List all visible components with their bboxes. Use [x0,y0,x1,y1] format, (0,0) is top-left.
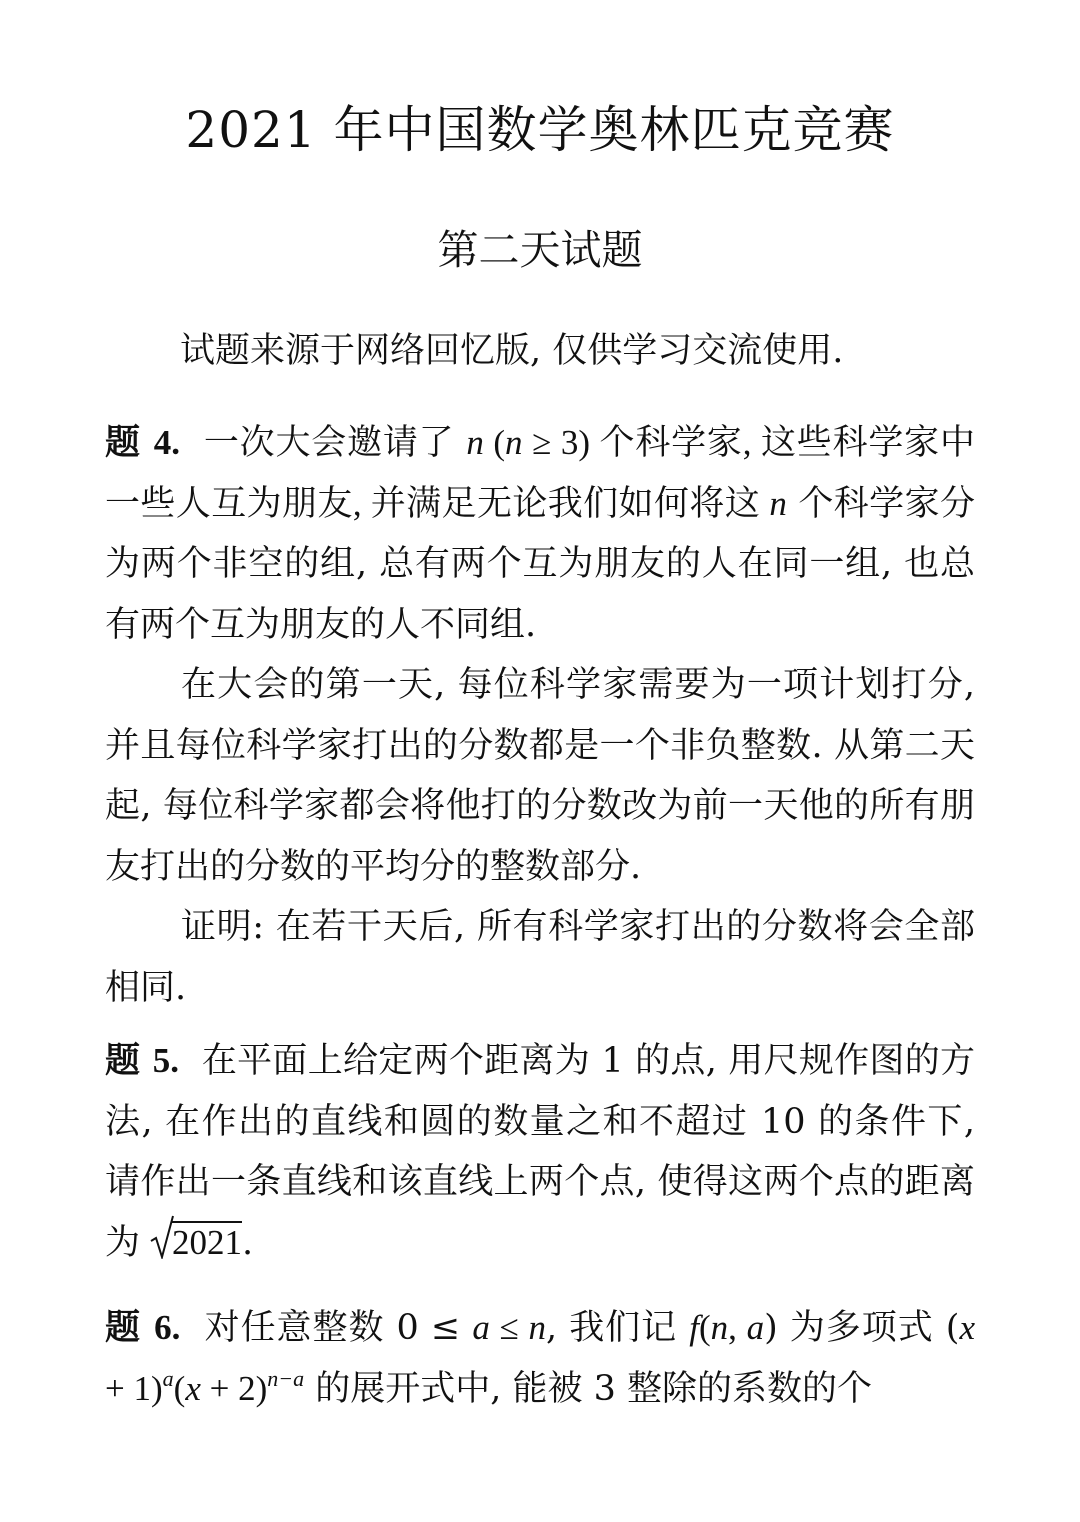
problem-5-label: 题 5. [105,1040,180,1081]
problem-5-statement: 题 5. 在平面上给定两个距离为 1 的点, 用尺规作图的方法, 在作出的直线和圆的数量之和不超过 10 的条件下, 请作出一条直线和该直线上两个点, 使得这两个点的距离为 2021. [105,1031,975,1273]
problem-4-label: 题 4. [105,422,181,463]
problem-5 [105,1031,975,1273]
source-note: 试题来源于网络回忆版, 仅供学习交流使用. [180,331,844,371]
document-title: 2021 年中国数学奥林匹克竞赛 [185,101,895,159]
problem-4-paragraph-2: 在大会的第一天, 每位科学家需要为一项计划打分, 并且每位科学家打出的分数都是一个非负整数. 从第二天起, 每位科学家都会将他打的分数改为前一天他的所有朋友打出的分数的平均分的整数部分. [105,665,975,887]
document-subtitle: 第二天试题 [437,226,643,274]
problem-4 [105,413,975,1018]
sqrt-expression [150,1213,242,1274]
radical-sign-icon [150,1215,174,1259]
problem-6 [105,1298,975,1419]
problem-4-paragraph-3: 证明: 在若干天后, 所有科学家打出的分数将会全部相同. [105,907,975,1008]
problem-4-statement: 题 4. 一次大会邀请了 n (n ≥ 3) 个科学家, 这些科学家中一些人互为朋友, 并满足无论我们如何将这 n 个科学家分为两个非空的组, 总有两个互为朋友的人在同一组, 也总有两个互为朋友的人不同组. [105,422,975,645]
problem-6-statement: 题 6. 对任意整数 0 ≤ a ≤ n, 我们记 f(n, a) 为多项式 $(x + 1)^a(x + 2)^{n-a}$ 的展开式中, 能被 3 整除的系数的个 [105,1307,975,1409]
problem-6-label: 题 6. [105,1307,181,1348]
sqrt-radicand: 2021 [172,1222,243,1262]
